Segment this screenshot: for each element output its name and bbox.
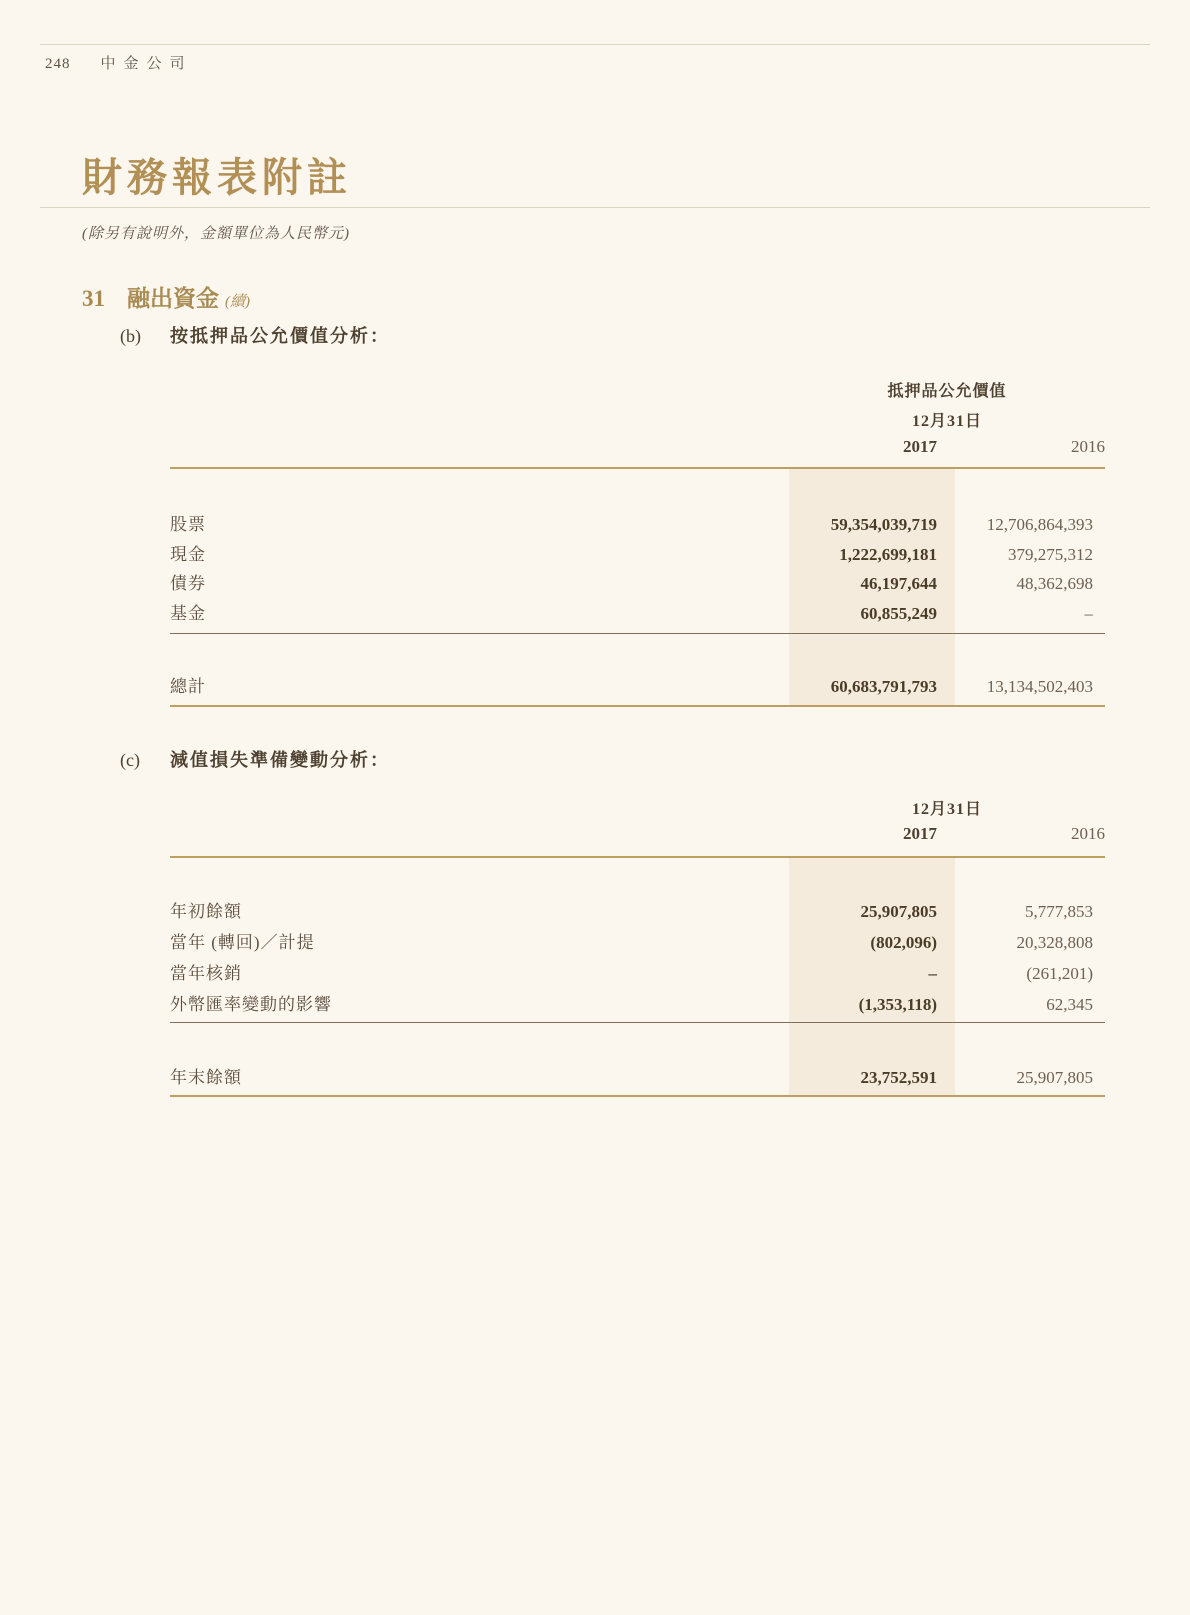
page-title: 財務報表附註 — [82, 155, 352, 200]
table2-bottom-rule — [170, 1095, 1105, 1097]
row-label: 股票 — [170, 515, 206, 534]
table1-date-header: 12月31日 — [911, 413, 982, 430]
total-value-2016: 25,907,805 — [1016, 1068, 1093, 1087]
running-header — [45, 52, 193, 73]
total-value-2017: 60,683,791,793 — [830, 677, 937, 696]
table-row — [170, 573, 1105, 595]
section-continued: (續) — [225, 294, 250, 310]
subsection-b-heading — [120, 322, 390, 348]
subsection-c-label: (c) — [120, 750, 140, 770]
table1-top-rule — [170, 467, 1105, 469]
subsection-c-title: 減值損失準備變動分析： — [170, 750, 390, 770]
table-row — [170, 932, 1105, 954]
row-value-2017: – — [928, 964, 937, 983]
section-number: 31 — [82, 286, 105, 311]
section-heading — [82, 280, 250, 313]
table2-col-2016: 2016 — [1071, 824, 1105, 843]
row-value-2017: (802,096) — [870, 933, 937, 952]
row-value-2016: 12,706,864,393 — [986, 515, 1093, 534]
page-subtitle: (除另有說明外，金額單位為人民幣元) — [82, 226, 350, 242]
table-row — [170, 544, 1105, 566]
row-value-2017: 59,354,039,719 — [830, 515, 937, 534]
impairment-allowance-table — [170, 856, 1105, 1097]
table1-col-2016: 2016 — [1071, 437, 1105, 456]
company-name: 中金公司 — [100, 56, 193, 72]
row-label: 債券 — [170, 574, 206, 593]
row-label: 外幣匯率變動的影響 — [170, 995, 332, 1014]
row-label: 年初餘額 — [170, 902, 242, 921]
row-value-2017: 46,197,644 — [860, 574, 937, 593]
table2-subtotal-rule — [170, 1022, 1105, 1023]
section-title: 融出資金 — [127, 286, 219, 311]
total-label: 總計 — [170, 677, 206, 696]
row-value-2016: 5,777,853 — [1025, 902, 1093, 921]
table-row — [170, 901, 1105, 923]
table2-date-header: 12月31日 — [911, 801, 982, 818]
table-row — [170, 603, 1105, 625]
table2-col-2017: 2017 — [903, 824, 937, 843]
row-value-2017: 1,222,699,181 — [839, 545, 937, 564]
total-label: 年末餘額 — [170, 1068, 242, 1087]
row-value-2016: 48,362,698 — [1016, 574, 1093, 593]
table-row — [170, 994, 1105, 1016]
row-label: 當年 (轉回)／計提 — [170, 933, 315, 952]
total-row — [170, 1067, 1105, 1089]
title-rule — [40, 207, 1150, 208]
row-value-2017: 60,855,249 — [860, 604, 937, 623]
row-value-2017: 25,907,805 — [860, 902, 937, 921]
subsection-b-label: (b) — [120, 326, 141, 346]
page-number: 248 — [45, 56, 71, 72]
row-value-2016: 20,328,808 — [1016, 933, 1093, 952]
row-value-2016: 62,345 — [1046, 995, 1093, 1014]
row-value-2017: (1,353,118) — [858, 995, 937, 1014]
total-value-2016: 13,134,502,403 — [986, 677, 1093, 696]
subsection-b-title: 按抵押品公允價值分析： — [170, 326, 390, 346]
top-rule — [40, 44, 1150, 45]
total-value-2017: 23,752,591 — [860, 1068, 937, 1087]
row-value-2016: 379,275,312 — [1008, 545, 1093, 564]
table1-subtotal-rule — [170, 633, 1105, 634]
row-label: 當年核銷 — [170, 964, 242, 983]
collateral-fair-value-table — [170, 467, 1105, 707]
table-row — [170, 963, 1105, 985]
table1-col-2017: 2017 — [903, 437, 937, 456]
row-label: 基金 — [170, 604, 206, 623]
total-row — [170, 676, 1105, 698]
row-value-2016: – — [1084, 604, 1093, 623]
table2-top-rule — [170, 856, 1105, 858]
table-row — [170, 514, 1105, 536]
row-value-2016: (261,201) — [1026, 964, 1093, 983]
table1-group-header: 抵押品公允價值 — [887, 383, 1007, 400]
row-label: 現金 — [170, 545, 206, 564]
subsection-c-heading — [120, 746, 390, 772]
table1-bottom-rule — [170, 705, 1105, 707]
